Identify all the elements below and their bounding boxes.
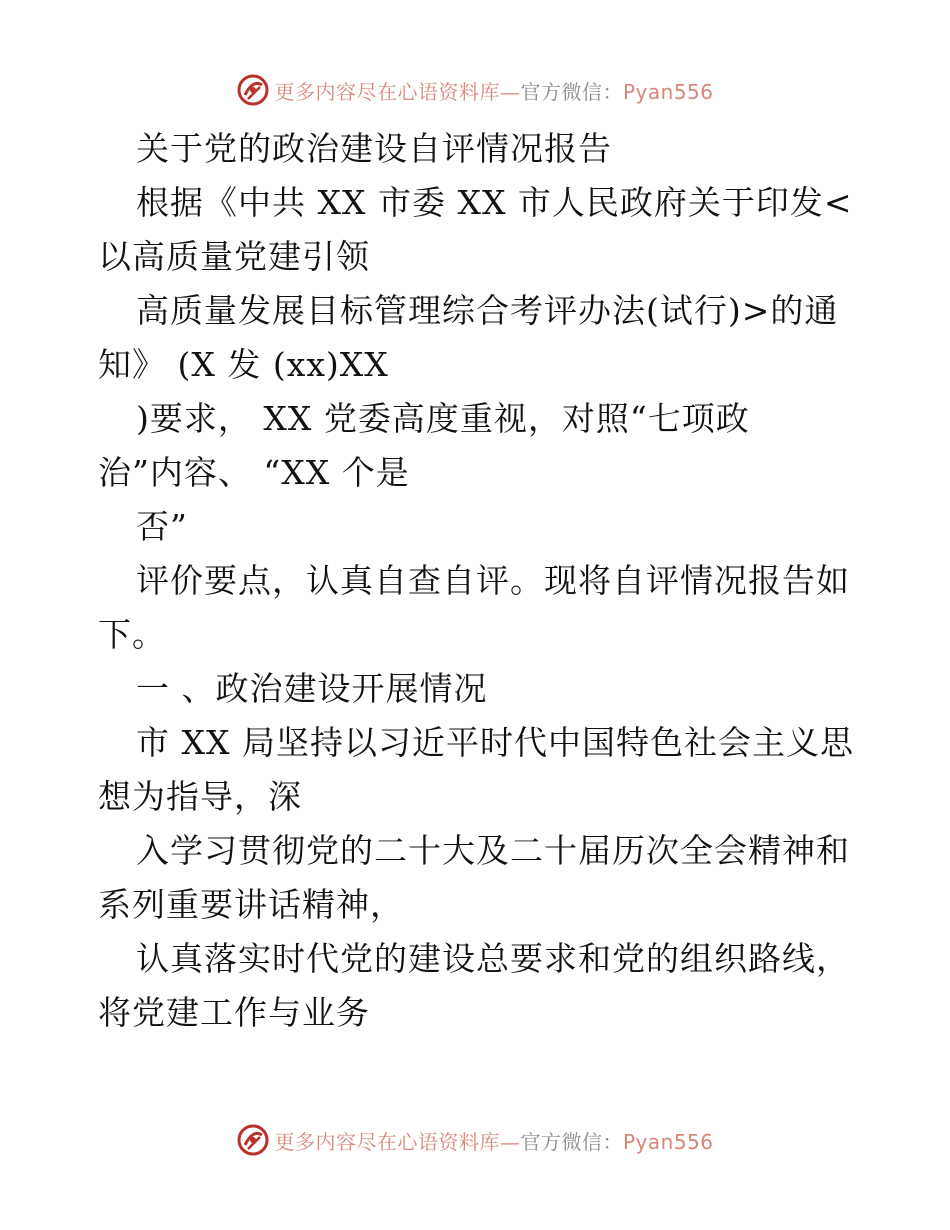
watermark-dash: — [499, 1129, 521, 1154]
paragraph-line: 以高质量党建引领 [98, 237, 370, 276]
watermark-promo: 更多内容尽在心语资料库 [274, 79, 500, 104]
paragraph-line: 知》 (X 发 (xx)XX [98, 345, 389, 384]
watermark-wechat-id: Pyan556 [622, 1129, 714, 1154]
watermark-text [274, 1126, 713, 1155]
paragraph-line: 入学习贯彻党的二十大及二十届历次全会精神和 [136, 831, 850, 870]
watermark-promo: 更多内容尽在心语资料库 [274, 1129, 500, 1154]
paragraph-line: 否” [136, 507, 188, 546]
paragraph-line: 认真落实时代党的建设总要求和党的组织路线， [136, 939, 850, 978]
paragraph-line: 将党建工作与业务 [98, 993, 370, 1032]
watermark-banner-bottom [0, 1120, 950, 1160]
paragraph-line: 系列重要讲话精神， [98, 885, 404, 924]
paragraph-line: 想为指导，深 [98, 777, 302, 816]
paragraph-line: 评价要点，认真自查自评。现将自评情况报告如 [136, 561, 850, 600]
paragraph-line: 根据《中共 XX 市委 XX 市人民政府关于印发< [136, 183, 853, 222]
paragraph-line: 市 XX 局坚持以习近平时代中国特色社会主义思 [136, 723, 854, 762]
paragraph-line: 下。 [98, 615, 166, 654]
watermark-wechat-label: 官方微信： [520, 79, 623, 104]
brand-logo-icon [236, 73, 270, 107]
document-body [98, 125, 868, 1043]
document-title: 关于党的政治建设自评情况报告 [136, 129, 612, 168]
watermark-dash: — [499, 79, 521, 104]
paragraph-line: 治”内容、 “XX 个是 [98, 453, 410, 492]
paragraph-line: )要求， XX 党委高度重视，对照“七项政 [136, 399, 750, 438]
watermark-wechat-id: Pyan556 [622, 79, 714, 104]
section-heading: 一 、政治建设开展情况 [136, 669, 488, 708]
brand-logo-icon [236, 1123, 270, 1157]
watermark-text [274, 76, 713, 105]
watermark-banner-top [0, 70, 950, 110]
paragraph-line: 高质量发展目标管理综合考评办法(试行)>的通 [136, 291, 839, 330]
watermark-wechat-label: 官方微信： [520, 1129, 623, 1154]
